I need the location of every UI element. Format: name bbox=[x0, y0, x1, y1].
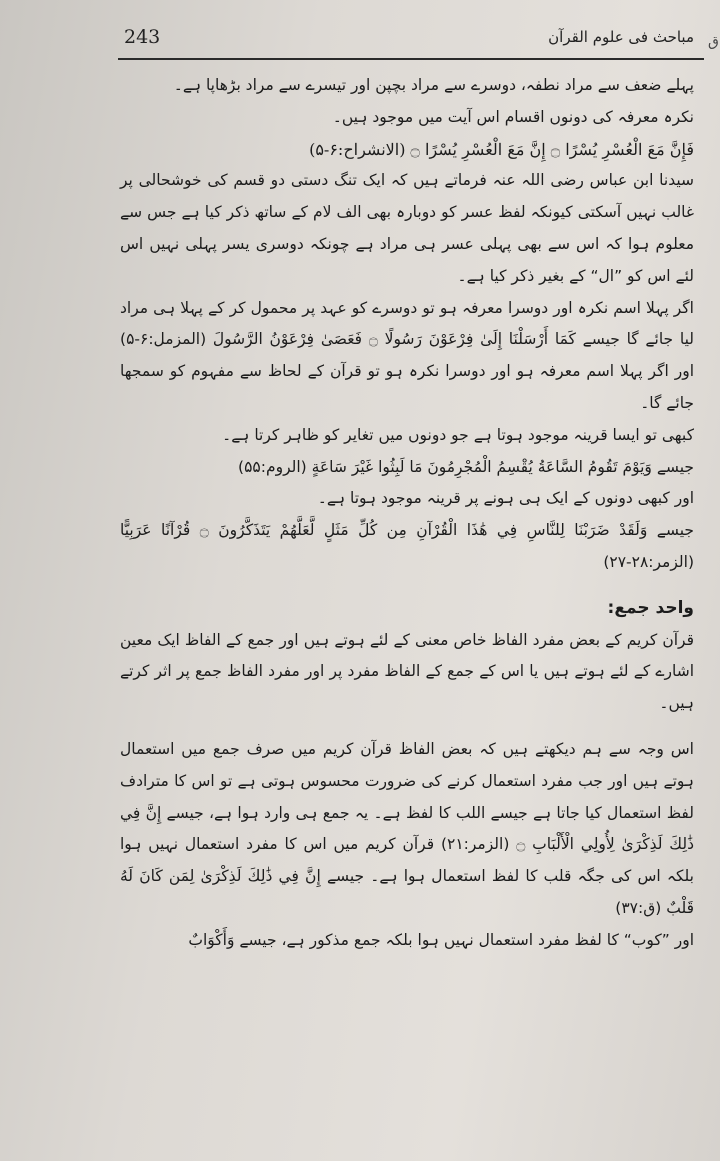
paragraph: اس وجہ سے ہم دیکھتے ہیں کہ بعض الفاظ قرآن کریم میں صرف جمع میں استعمال ہوتے ہیں اور جب مفرد استعمال کرنے کی ضرورت محسوس ہوتی ہے تو اس کا مترادف لفظ استعمال کیا جاتا ہے جیسے اللب کا لفظ ہے۔ یہ جمع ہی وارد ہوا ہے، جیسے إِنَّ فِي ذَٰلِكَ لَذِكْرَىٰ لِأُولِي الْأَلْبَابِ ۝ (الزمر:۲۱) قرآن کریم میں اس کا مفرد استعمال نہیں ہوا بلکہ اس کی جگہ قلب کا لفظ استعمال ہوا ہے۔ جیسے إِنَّ فِي ذَٰلِكَ لَذِكْرَىٰ لِمَن كَانَ لَهُ قَلْبٌ (ق:۳۷) bbox=[120, 739, 694, 917]
page-body bbox=[120, 70, 694, 1151]
paragraph: جیسے وَلَقَدْ ضَرَبْنَا لِلنَّاسِ فِي هَٰذَا الْقُرْآنِ مِن كُلِّ مَثَلٍ لَّعَلَّهُمْ يَتَذَكَّرُونَ ۝ قُرْآنًا عَرَبِيًّا (الزمر:۲۸-۲۷) bbox=[120, 521, 694, 571]
paragraph: اور کبھی دونوں کے ایک ہی ہونے پر قرینہ موجود ہوتا ہے۔ bbox=[317, 489, 694, 508]
page-number: 243 bbox=[124, 26, 161, 48]
running-title: مباحث فی علوم القرآن bbox=[548, 28, 694, 46]
page-header bbox=[118, 22, 704, 60]
section-gap bbox=[120, 579, 694, 593]
paragraph: کبھی تو ایسا قرینہ موجود ہوتا ہے جو دونوں میں تغایر کو ظاہر کرتا ہے۔ bbox=[222, 425, 694, 444]
quran-verse: فَإِنَّ مَعَ الْعُسْرِ يُسْرًا ۝ إِنَّ مَعَ الْعُسْرِ يُسْرًا ۝ (الانشراح:۶-۵) bbox=[309, 139, 694, 159]
facing-page-edge: ق bbox=[708, 34, 719, 50]
paragraph: اگر پہلا اسم نکرہ اور دوسرا معرفہ ہو تو دوسرے کو عہد پر محمول کر کے پہلا ہی مراد لیا جائے گا جیسے كَمَا أَرْسَلْنَا إِلَىٰ فِرْعَوْنَ رَسُولًا ۝ فَعَصَىٰ فِرْعَوْنُ الرَّسُولَ (المزمل:۶-۵) اور اگر پہلا اسم معرفہ ہو اور دوسرا نکرہ ہو تو قرآن کے لحاظ سے مفہوم کو سمجھا جائے گا۔ bbox=[120, 298, 694, 412]
paragraph: پہلے ضعف سے مراد نطفہ، دوسرے سے مراد بچپن اور تیسرے سے مراد بڑھاپا ہے۔ bbox=[173, 76, 694, 94]
paragraph: جیسے وَيَوْمَ تَقُومُ السَّاعَةُ يُقْسِمُ الْمُجْرِمُونَ مَا لَبِثُوا غَيْرَ سَاعَةٍ (الروم:۵۵) bbox=[238, 457, 694, 476]
paragraph-gap bbox=[120, 720, 694, 734]
paragraph: اور ”کوب“ کا لفظ مفرد استعمال نہیں ہوا بلکہ جمع مذکور ہے، جیسے وَأَكْوَابٌ bbox=[188, 930, 694, 949]
paragraph: قرآن کریم کے بعض مفرد الفاظ خاص معنی کے لئے ہوتے ہیں اور جمع کے الفاظ ایک معین اشارے کے لئے ہوتے ہیں یا اس کے جمع کے الفاظ مفرد پر اور مفرد الفاظ جمع پر اثر کرتے ہیں۔ bbox=[120, 630, 694, 713]
section-heading: واحد جمع: bbox=[607, 597, 694, 618]
paragraph: نکرہ معرفہ کی دونوں اقسام اس آیت میں موجود ہیں۔ bbox=[332, 107, 694, 126]
paragraph: سیدنا ابن عباس رضی اللہ عنہ فرماتے ہیں کہ ایک تنگ دستی دو قسم کی خوشحالی پر غالب نہیں آسکتی کیونکہ لفظ عسر کو دوبارہ بھی الف لام کے ساتھ ذکر کیا ہے جس سے معلوم ہوا کہ اس سے بھی پہلی عسر ہی مراد ہے چونکہ دوسری یسر پہلی نہیں اس لئے اس کو ”ال“ کے بغیر ذکر کیا ہے۔ bbox=[120, 171, 694, 285]
